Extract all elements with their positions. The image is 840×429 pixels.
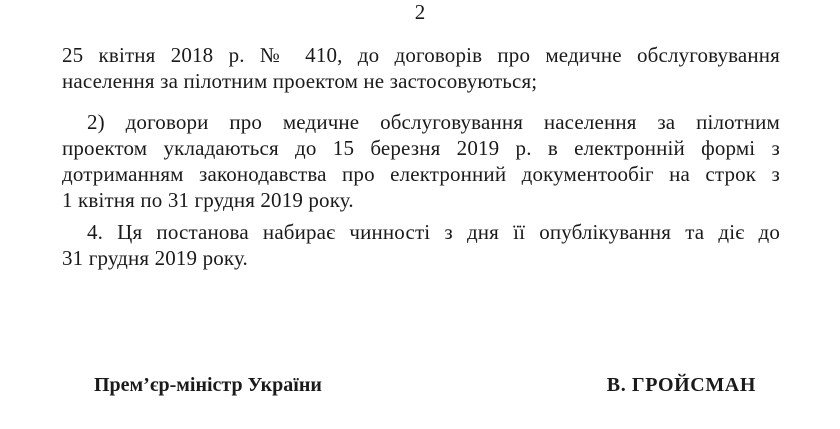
text-line-3: 2) договори про медичне обслуговування населення за пілотним: [87, 110, 780, 134]
text-line-6: 1 квітня по 31 грудня 2019 року.: [62, 188, 354, 212]
text-line-7: 4. Ця постанова набирає чинності з дня її опублікування та діє до: [87, 220, 780, 244]
signature-name: В. ГРОЙСМАН: [606, 374, 756, 396]
text-line-1: 25 квітня 2018 р. № 410, до договорів про медичне обслуговування: [62, 43, 780, 67]
text-line-4: проектом укладаються до 15 березня 2019 р. в електронній формі з: [62, 136, 780, 160]
text-line-8: 31 грудня 2019 року.: [62, 246, 248, 270]
page-number: 2: [414, 0, 426, 24]
text-line-2: населення за пілотним проектом не застосовуються;: [62, 69, 538, 93]
signature-title: Прем’єр-міністр України: [94, 374, 322, 396]
text-line-5: дотриманням законодавства про електронний документообіг на строк з: [62, 162, 780, 186]
